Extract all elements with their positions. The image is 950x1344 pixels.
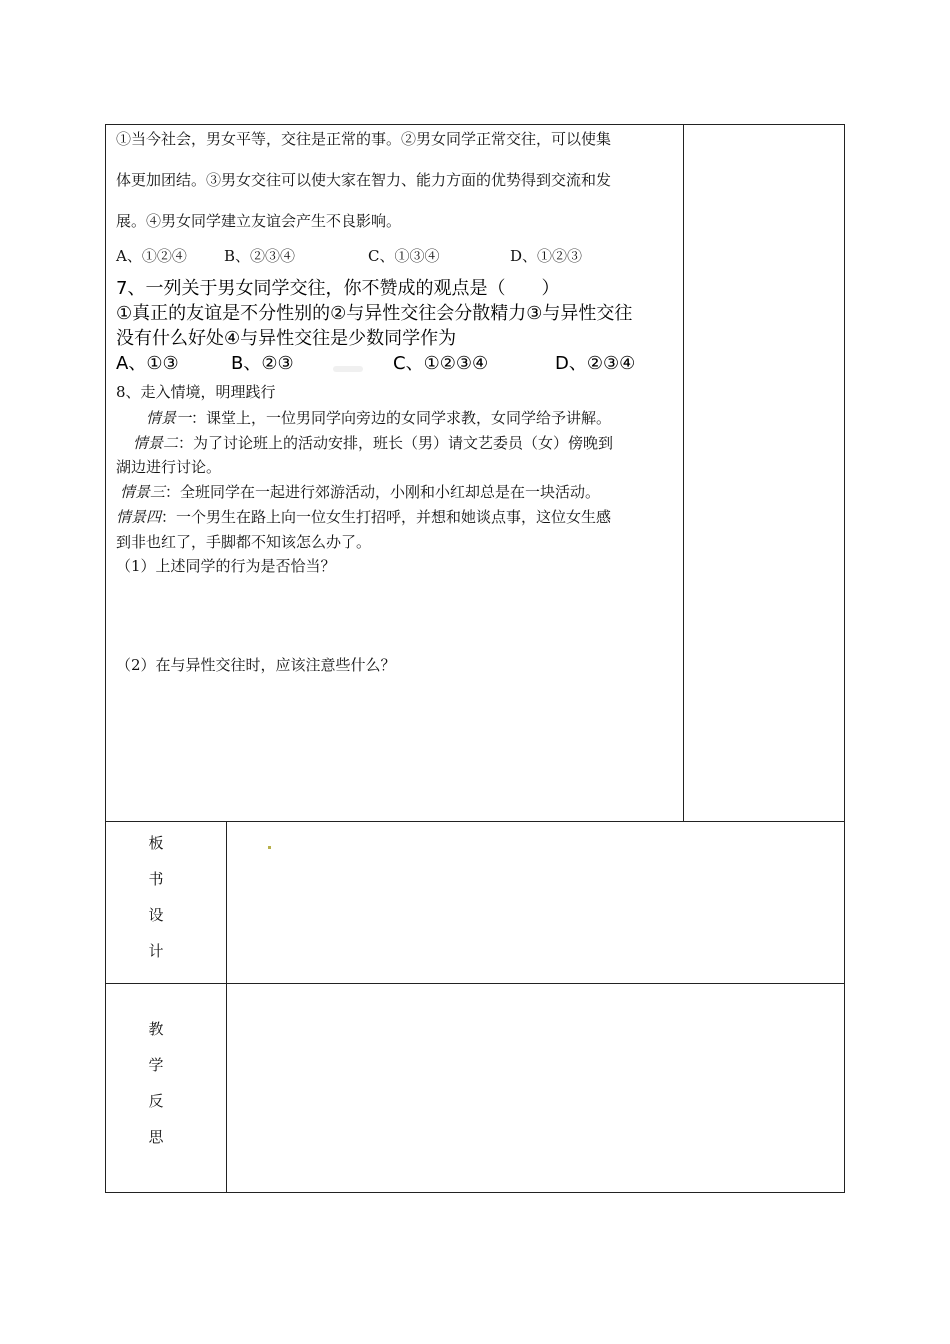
table-border-bottom [105,1192,845,1193]
q6-option-d: D、①②③ [510,247,583,265]
scenario-3-label: 情景三 [120,483,166,501]
board-design-char-4: 计 [148,942,164,960]
reflection-char-1: 教 [148,1020,164,1038]
q7-option-a: A、①③ [116,353,179,374]
scan-dot [268,846,271,849]
scenario-1-text: ：课堂上，一位男同学向旁边的女同学求教，女同学给予讲解。 [191,409,612,427]
scenario-4-text-2: 到非也红了，手脚都不知该怎么办了。 [116,533,372,551]
scenario-3-text: ：全班同学在一起进行郊游活动，小刚和小红却总是在一块活动。 [165,483,601,501]
q6-option-a: A、①②④ [116,247,187,265]
q8-subquestion-2: （2）在与异性交往时，应该注意些什么？ [116,656,396,674]
table-divider-notes-column [683,124,684,821]
scenario-2-text-2: 湖边进行讨论。 [116,458,222,476]
scan-smudge [333,366,363,372]
scenario-2 [133,433,613,453]
reflection-char-3: 反 [148,1092,164,1110]
board-design-char-3: 设 [148,906,164,924]
q7-line-2: 没有什么好处④与异性交往是少数同学作为 [116,328,457,349]
scenario-4-text-1: ：一个男生在路上向一位女生打招呼，并想和她谈点事，这位女生感 [161,508,612,526]
reflection-char-2: 学 [148,1056,164,1074]
table-border-right [844,124,845,1193]
q6-option-c: C、①③④ [368,247,440,265]
scenario-3 [120,482,600,502]
board-design-char-1: 板 [148,834,164,852]
q6-line-2: 体更加团结。③男女交往可以使大家在智力、能力方面的优势得到交流和发 [116,171,612,189]
table-label-column-divider [226,821,227,1193]
q7-option-c: C、①②③④ [393,353,489,374]
scenario-1-label: 情景一 [146,409,192,427]
scenario-4-label: 情景四 [116,508,162,526]
scenario-2-label: 情景二 [133,434,179,452]
q6-line-1: ①当今社会，男女平等，交往是正常的事。②男女同学正常交往，可以使集 [116,130,612,148]
scenario-2-text-1: ：为了讨论班上的活动安排，班长（男）请文艺委员（女）傍晚到 [178,434,614,452]
q8-subquestion-1: （1）上述同学的行为是否恰当？ [116,557,336,575]
q7-title: 7、一列关于男女同学交往，你不赞成的观点是（ ） [116,278,560,299]
table-row-divider-1 [105,821,845,822]
scenario-4 [116,507,611,527]
q7-option-d: D、②③④ [555,353,636,374]
table-border-top [105,124,845,125]
board-design-char-2: 书 [148,870,164,888]
table-row-divider-2 [105,983,845,984]
q6-option-b: B、②③④ [224,247,296,265]
table-border-left [105,124,106,1193]
scenario-1 [146,408,611,428]
q6-line-3: 展。④男女同学建立友谊会产生不良影响。 [116,212,402,230]
reflection-char-4: 思 [148,1128,164,1146]
q8-title: 8、走入情境，明理践行 [116,383,276,401]
q7-option-b: B、②③ [231,353,294,374]
q7-line-1: ①真正的友谊是不分性别的②与异性交往会分散精力③与异性交往 [116,303,633,324]
